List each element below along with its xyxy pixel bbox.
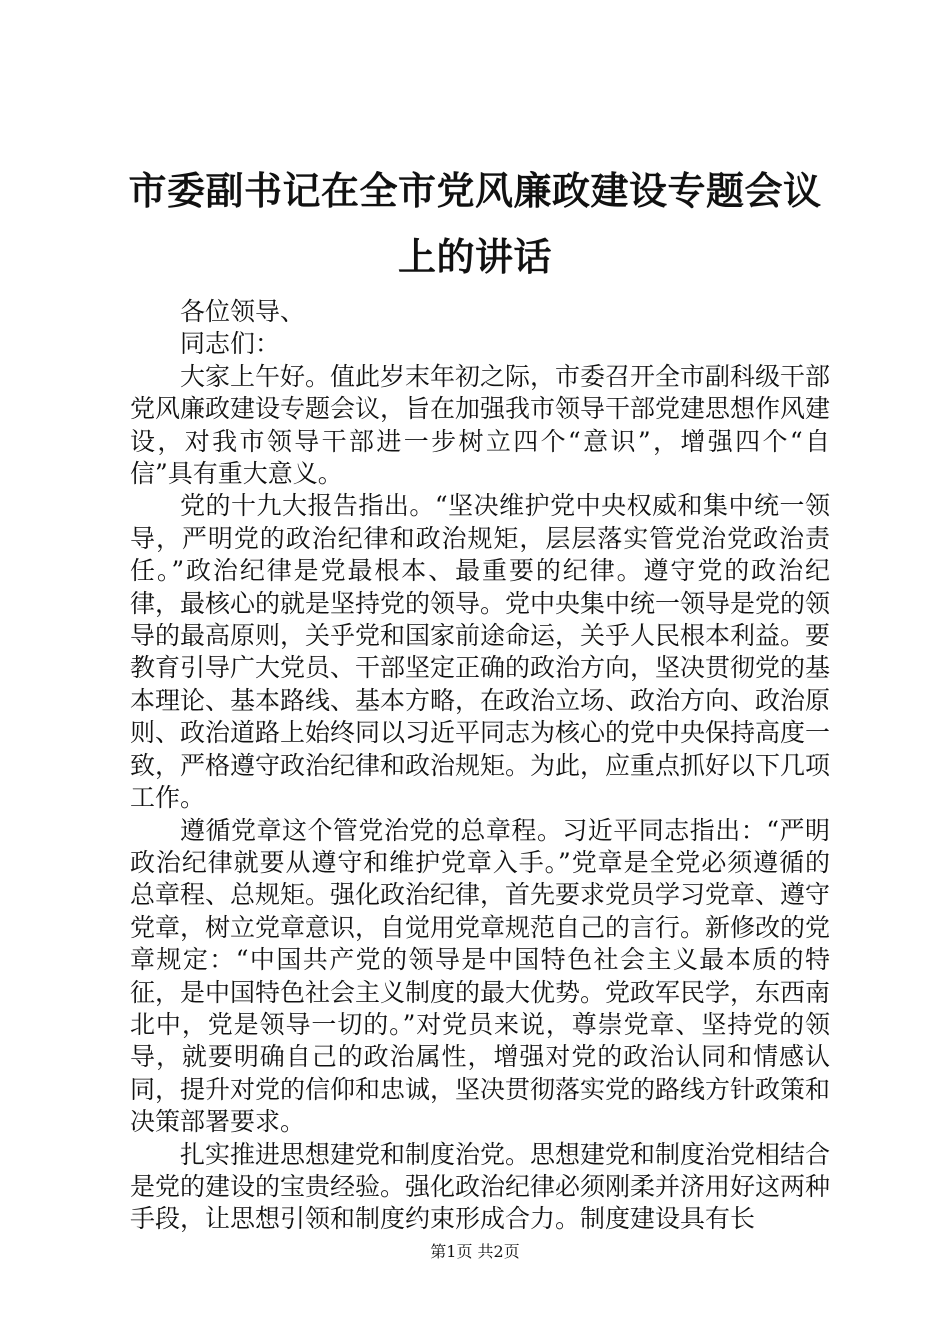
body-paragraph: 党的十九大报告指出。“坚决维护党中央权威和集中统一领导，严明党的政治纪律和政治规矩，层层落实管党治党政治责任。”政治纪律是党最根本、最重要的纪律。遵守党的政治纪律，最核心的就是坚持党的领导。党中央集中统一领导是党的领导的最高原则，关乎党和国家前途命运，关乎人民根本利益。要教育引导广大党员、干部坚定正确的政治方向，坚决贯彻党的基本理论、基本路线、基本方略，在政治立场、政治方向、政治原则、政治道路上始终同以习近平同志为核心的党中央保持高度一致，严格遵守政治纪律和政治规矩。为此，应重点抓好以下几项工作。 [130,491,831,813]
document-title: 市委副书记在全市党风廉政建设专题会议上的讲话 [128,169,822,279]
body-paragraph: 遵循党章这个管党治党的总章程。习近平同志指出：“严明政治纪律就要从遵守和维护党章入手。”党章是全党必须遵循的总章程、总规矩。强化政治纪律，首先要求党员学习党章、遵守党章，树立党章意识，自觉用党章规范自己的言行。新修改的党章规定：“中国共产党的领导是中国特色社会主义最本质的特征，是中国特色社会主义制度的最大优势。党政军民学，东西南北中，党是领导一切的。”对党员来说，尊崇党章、坚持党的领导，就要明确自己的政治属性，增强对党的政治认同和情感认同，提升对党的信仰和忠诚，坚决贯彻落实党的路线方针政策和决策部署要求。 [130,815,831,1137]
document-body [130,296,830,1236]
body-paragraph: 扎实推进思想建党和制度治党。思想建党和制度治党相结合是党的建设的宝贵经验。强化政治纪律必须刚柔并济用好这两种手段，让思想引领和制度约束形成合力。制度建设具有长 [130,1139,831,1234]
salutation-line: 各位领导、 [180,297,306,326]
salutation-line: 同志们： [180,329,281,359]
body-paragraph: 大家上午好。值此岁末年初之际，市委召开全市副科级干部党风廉政建设专题会议，旨在加强我市领导干部党建思想作风建设，对我市领导干部进一步树立四个“意识”，增强四个“自信”具有重大意义。 [130,361,831,489]
page-number-footer: 第1页 共2页 [430,1242,520,1261]
